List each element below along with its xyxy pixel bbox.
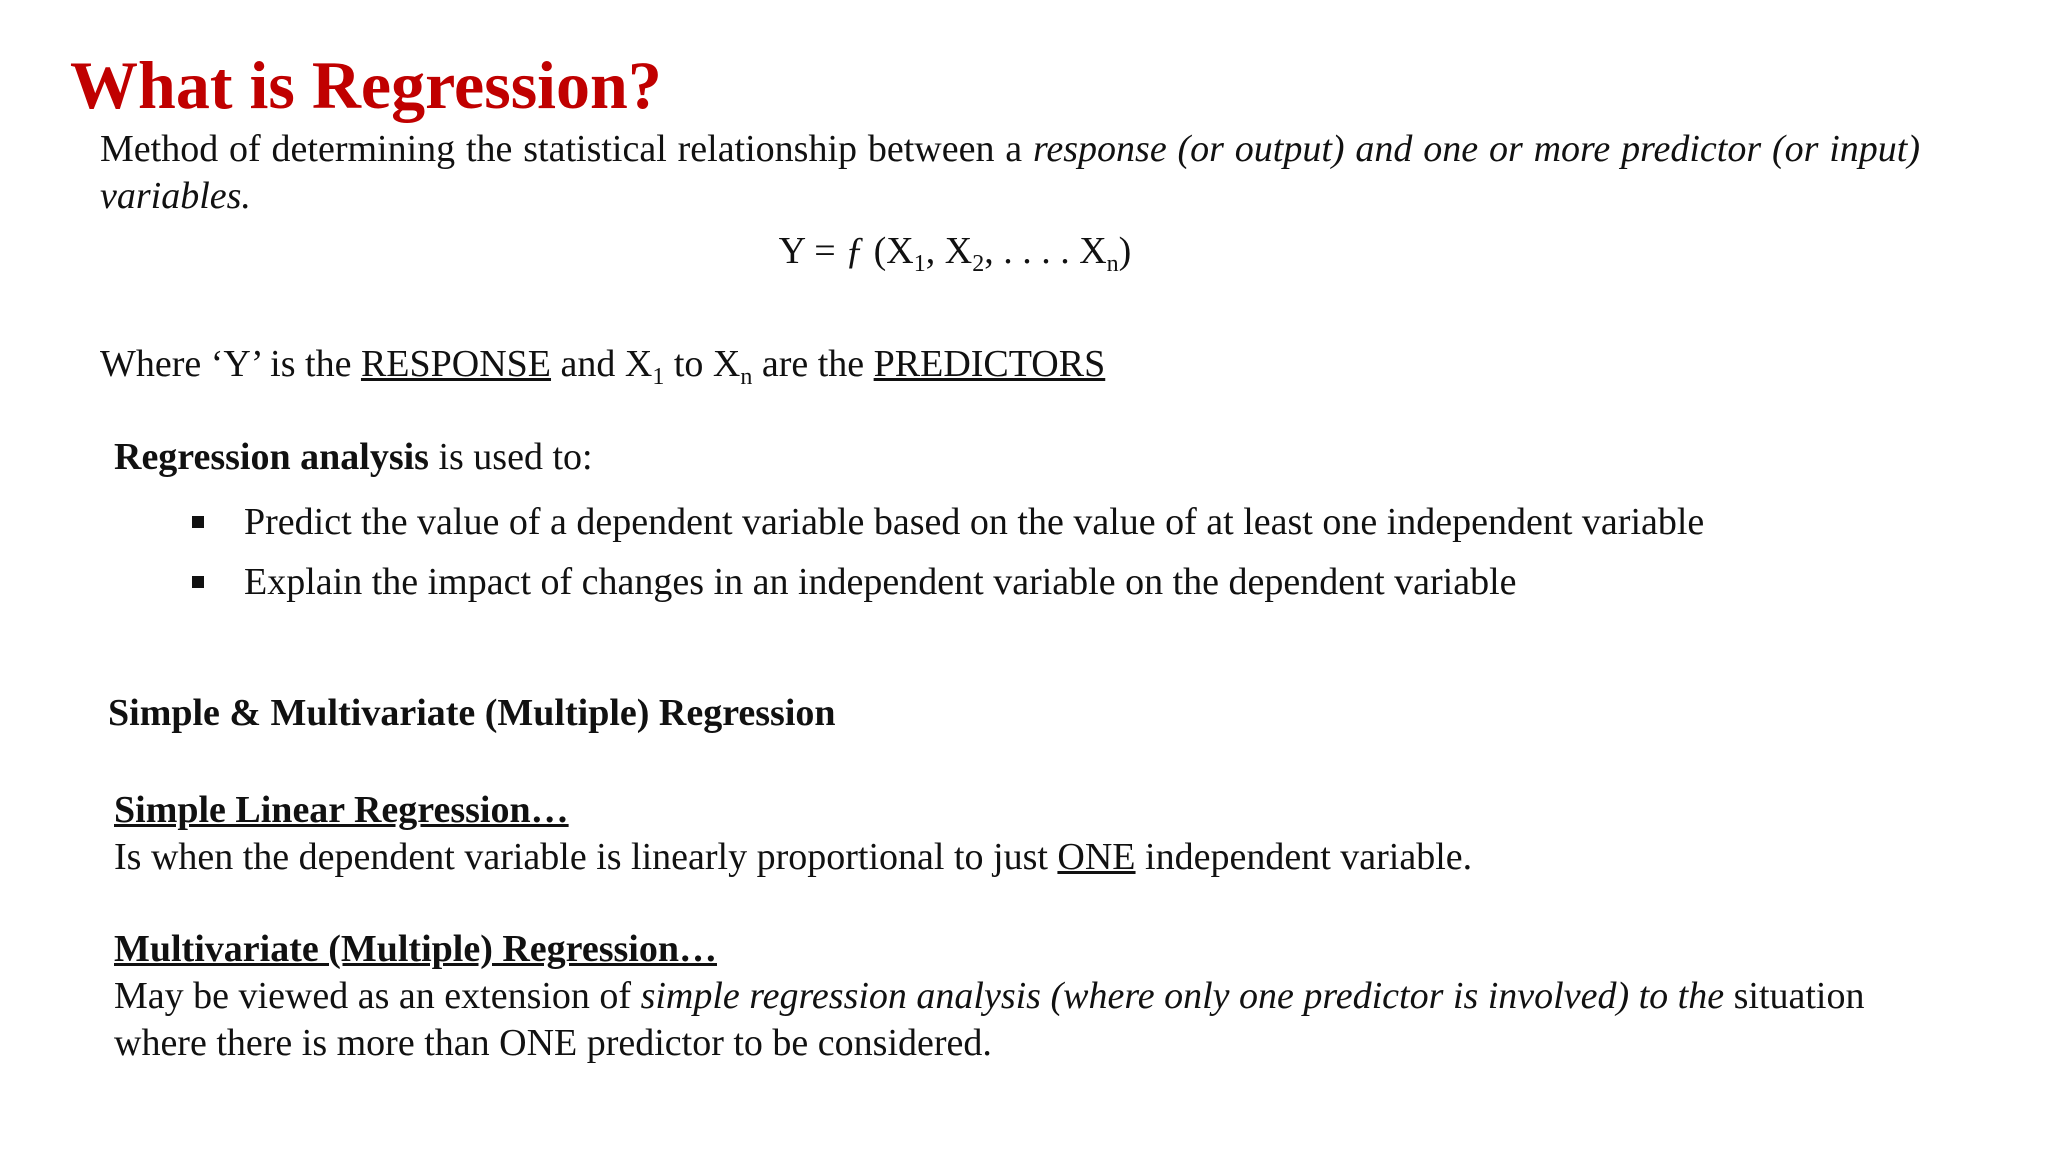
formula-sep-1: , X <box>925 230 973 272</box>
predictors-term: PREDICTORS <box>873 343 1106 385</box>
multiple-regression-block <box>114 926 1920 1067</box>
multiple-text-before: May be viewed as an extension of <box>114 975 641 1017</box>
analysis-heading <box>114 435 593 479</box>
formula-function: ƒ <box>845 230 865 272</box>
simple-regression-text <box>114 834 1920 881</box>
square-bullet-icon <box>192 516 204 528</box>
multiple-regression-text <box>114 973 1920 1067</box>
formula-sub-1: 1 <box>913 251 926 277</box>
bullet-text: Explain the impact of changes in an independent variable on the dependent variable <box>244 561 1517 603</box>
simple-text-after: independent variable. <box>1135 836 1473 878</box>
multiple-regression-heading: Multivariate (Multiple) Regression… <box>114 928 717 970</box>
simple-text-one: ONE <box>1057 836 1136 878</box>
multiple-text-italic: simple regression analysis (where only one predictor is involved) to the <box>640 975 1725 1017</box>
where-text-4: are the <box>752 343 874 385</box>
multiple-text-after: situation where there is more than ONE predictor to be considered. <box>114 975 1865 1064</box>
formula-close: ) <box>1118 230 1132 272</box>
intro-paragraph <box>100 126 1920 220</box>
formula-open: (X <box>864 230 914 272</box>
formula-lhs: Y = <box>778 230 846 272</box>
analysis-bold: Regression analysis <box>114 436 429 478</box>
where-text-3: to X <box>664 343 741 385</box>
intro-text: Method of determining the statistical relationship between a <box>100 128 1033 170</box>
simple-text-before: Is when the dependent variable is linearly proportional to just <box>114 836 1058 878</box>
formula-sep-2: , . . . . X <box>984 230 1107 272</box>
simple-regression-block <box>114 787 1920 881</box>
list-item <box>192 492 1704 552</box>
intro-italic-text: response (or output) and one or more predictor (or input) variables. <box>100 128 1920 217</box>
bullet-text: Predict the value of a dependent variable based on the value of at least one independent variable <box>244 501 1705 543</box>
section-heading: Simple & Multivariate (Multiple) Regression <box>108 692 836 734</box>
where-text-1: Where ‘Y’ is the <box>100 343 361 385</box>
analysis-bullet-list <box>192 492 1704 612</box>
where-sub-n: n <box>740 364 753 390</box>
square-bullet-icon <box>192 576 204 588</box>
formula-sub-2: 2 <box>972 251 985 277</box>
regression-formula <box>0 229 1910 275</box>
simple-regression-heading: Simple Linear Regression… <box>114 789 569 831</box>
response-term: RESPONSE <box>360 343 552 385</box>
list-item <box>192 552 1704 612</box>
where-sub-1: 1 <box>652 364 665 390</box>
page-title: What is Regression? <box>70 47 662 123</box>
formula-sub-n: n <box>1106 251 1119 277</box>
where-line <box>100 342 1105 388</box>
where-text-2: and X <box>551 343 653 385</box>
analysis-rest: is used to: <box>428 436 593 478</box>
